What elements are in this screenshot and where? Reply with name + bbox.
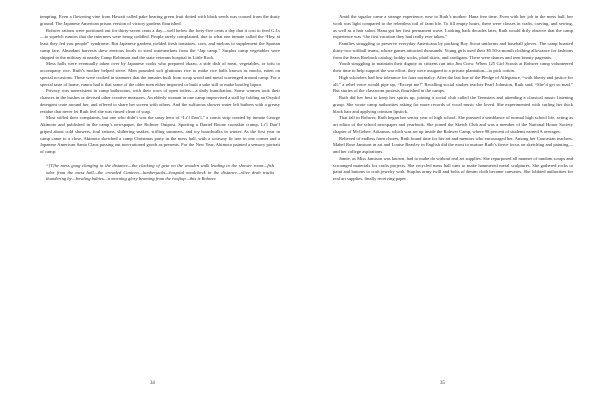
- paragraph: Jamie, as Miss Jamison was known, had to make do without real art supplies. She repurposed all manner of random scraps and scrounged materials for crafts projects. She recycled mess hall cans to make hammered metal sculptures. She gathered rocks to paint and buttons to craft jewelry with. Surplus army twill and bolts of denim cloth became canvases. She lobbied authorities for real art supplies, finally receiving paper: [333, 155, 573, 181]
- paragraph: That fall in Rohwer, Ruth began her senior year of high school. She pursued a semblance of normal high school life, acting as art editor of the school newspaper and yearbook. She joined the Sketch Club and was a member of the National Honor Society chapter of McGehee, Arkansas, which was set up inside the Rohwer Camp, where 98 percent of students earned A averages.: [333, 115, 573, 134]
- paragraph: Families struggling to preserve everyday Americana by packing Boy Scout uniforms and baseball gloves. The camp boasted thirty-two softball teams, whose games attracted thousands. Young girls used their $5.50-a-month clothing allowance for fashions from the Sears Roebuck catalog: bobby socks, plaid skirts, and cardigans. There were dances and teen beauty pageants.: [333, 41, 573, 60]
- paragraph: Privacy was nonexistent in camp bathrooms, with their rows of open toilets—a daily humiliation. Some women took their chances in the bushes or devised other creative measures. An elderly woman in one camp improvised a stall by folding an Oxydol detergent crate around her, and offered to share her screen with others. And the sulfurous shower water left bathers with a greasy residue that never let Ruth feel she was rinsed clean of soap.: [40, 88, 280, 114]
- paragraph: Mess halls were eventually taken over by Japanese cooks who prepared okazu, a side dish of meat, vegetables, or tofu to accompany rice. Ruth’s mother helped serve. Men pounded soft glutinous rice to make rice balls known as mochi, eaten on special occasions. These were cooked in steamers that the inmates built from scrap wood and metal scavenged around camp. For a special taste of home, rumor had it that some of the older men either imported or built a sake still to make bootleg liquor.: [40, 61, 280, 87]
- paragraph: Ruth did her best to keep her spirits up, joining a social club called the Teensters and attending a classical music listening group. She wrote camp authorities asking for more records of vocal music she loved. She experimented with curling her thick black hair and applying crimson lipstick.: [333, 95, 573, 114]
- paragraph: tempting. Even a flowering vine from Hawaii called pake bearing green fruit dotted with black seeds was coaxed from the dusty ground. The Japanese American prison version of victory gardens flourished.: [40, 14, 280, 26]
- page-number: 34: [150, 381, 155, 386]
- paragraph: High schoolers had low tolerance for faux normalcy. After the last line of the Pledge of Allegiance, “with liberty and justice for all,” a rebel voice would pipe up, “Except me!” Recalling social studies teacher Pearl Johnston, Ruth said, “She’d get so mad.” But stories of the classroom protests flourished in the camps.: [333, 74, 573, 94]
- paragraph: Rohwer rations were portioned out for thirty-seven cents a day—well below the forty-five cents a day that it cost to feed G.I.s—to squelch rumors that the internees were being coddled. People rarely complained, due to what one inmate called the “Hey, at least they fed you people” syndrome. But Japanese gardens yielded fresh tomatoes, corn, and melons to supplement the Spartan camp fare. Abundant harvests drew envious locals to steal watermelons from the “Jap camp.” Surplus camp vegetables were shipped to the military at nearby Camp Robinson and the state veterans hospital in Little Rock.: [40, 27, 280, 60]
- left-page-text: [40, 14, 280, 183]
- paragraph: Youth struggling to maintain their dignity as citizens ran into Jim Crow. When 125 Girl Scouts at Rohwer camp volunteered their time to help support the war effort, they were assigned to a private plantation—to pick cotton.: [333, 61, 573, 73]
- right-page: [300, 0, 600, 400]
- block-quote: “[T]he mess gong clanging in the distance—the clacking of geta on the wooden walk leading to the shower room—fish odor from the mess hall—the crowded Canteen—lumberjacks—hospital mealcheck in the distance—olive drab trucks thundering by—bowling babies—a morning glory beaming from the rooftop—this is Rohwer.: [46, 162, 274, 182]
- right-page-text: [333, 14, 573, 183]
- paragraph: Relieved of endless farm chores, Ruth found time for her art and mentors who encouraged her. Among her Caucasian teachers, Mabel Rose Jamison in art and Louise Beasley in English did the most to nurture Ruth’s fierce focus on sketching and painting—and her college aspirations.: [333, 135, 573, 154]
- paragraph: Amid the squalor came a strange experience, new to Ruth’s mother: Hana free time. Even with her job in the mess hall, her work was light compared to the relentless toil of farm life. To fill empty hours, there were classes in crafts, carving, and sewing, as well as a hair salon. Hana got her first permanent wave. Looking back decades later, Ruth would drily observe that the camp experience was “the first vacation they had really ever taken.”: [333, 14, 573, 40]
- paragraph: Most stifled their complaints, but one who didn’t was the sassy hero of “Li’l Dan’l,” a comic strip created by inmate George Akimoto and published in the camp’s newspaper, the Rohwer Outpost. Sporting a Daniel Boone coonskin cramp, Li’l Dan’l griped about cold showers, foul rations, slithering snakes, stifling summers, and icy boardwalks in winter. As the first year in camp came to a close, Akimoto sketched a camp Christmas party in the mess hall, with a scrawny fir tree in one corner and a Japanese American Santa Claus passing out non-rationed goods as presents. For the New Year, Akimoto painted a sensory portrait of camp:: [40, 115, 280, 154]
- page-number: 35: [440, 381, 445, 386]
